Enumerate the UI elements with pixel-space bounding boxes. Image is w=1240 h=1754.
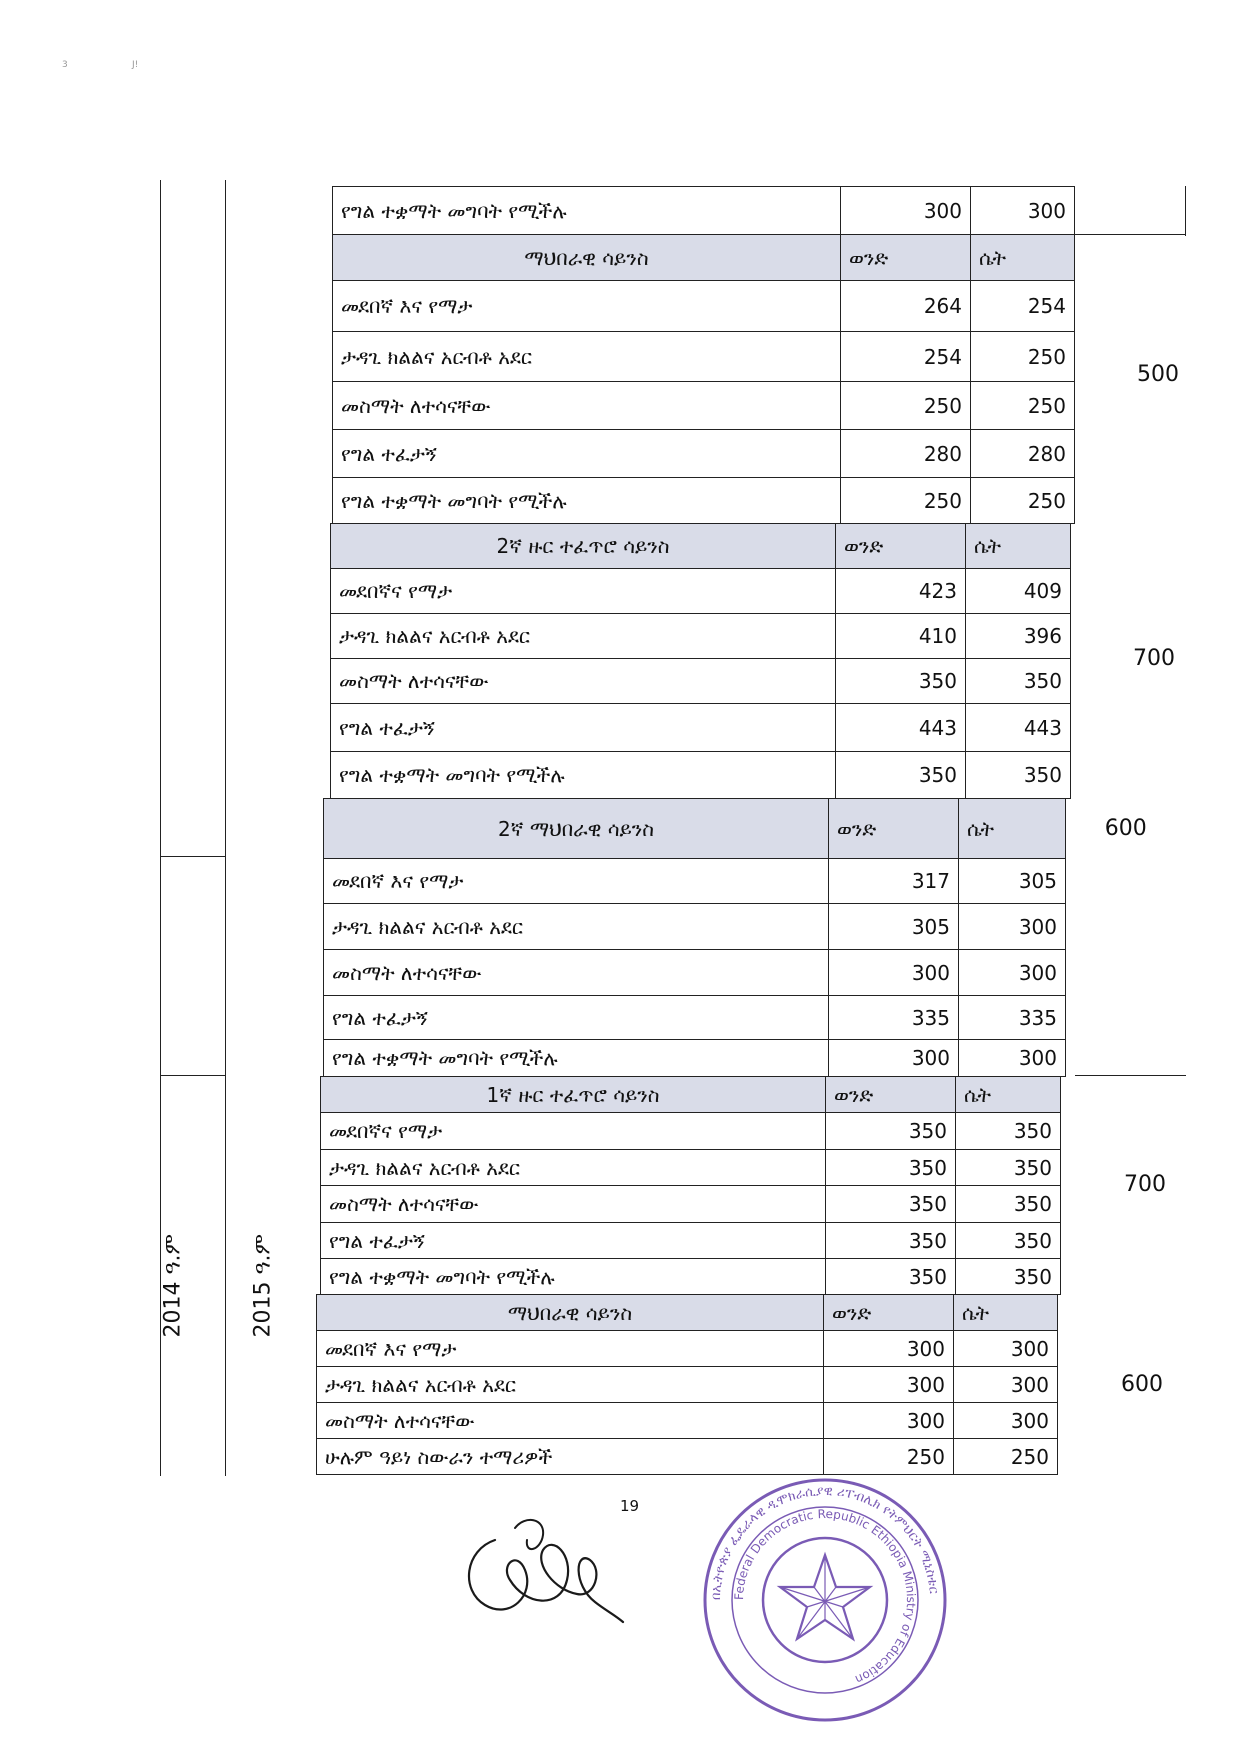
table-header-row: [321, 1077, 1061, 1113]
male-count: 300: [829, 950, 959, 996]
male-count: 254: [841, 332, 971, 382]
male-count: 410: [836, 614, 966, 659]
year-band-divider: [160, 1075, 225, 1076]
social-science-table: [332, 234, 1075, 524]
table-row: [333, 478, 1075, 524]
male-count: 305: [829, 904, 959, 950]
category-label: ሁሉም ዓይነ ስውራን ተማሪዎች: [317, 1439, 824, 1475]
male-count: 300: [824, 1331, 954, 1367]
table-row: [324, 904, 1066, 950]
year-column-divider: [225, 180, 226, 1476]
outer-border-right: [1185, 186, 1186, 236]
category-label: መስማት ለተሳናቸው: [333, 382, 841, 430]
female-count: 305: [959, 859, 1066, 904]
table-row: [321, 1113, 1061, 1150]
table-row: [333, 281, 1075, 332]
ministry-stamp: [700, 1475, 950, 1725]
category-label: መደበኛ እና የማታ: [324, 859, 829, 904]
page-number: 19: [620, 1497, 640, 1515]
natural-science-round1-table: [320, 1076, 1061, 1295]
table-row: [333, 187, 1075, 235]
category-label: ታዳጊ ክልልና አርብቶ አደር: [331, 614, 836, 659]
female-count: 350: [956, 1113, 1061, 1150]
female-column-header: ሴት: [956, 1077, 1061, 1113]
male-count: 350: [826, 1150, 956, 1186]
total-value: 700: [1124, 1172, 1166, 1197]
table-row: [331, 659, 1071, 704]
data-table: [323, 858, 1066, 1077]
table-row: [321, 1223, 1061, 1259]
male-count: 350: [826, 1259, 956, 1295]
male-count: 250: [824, 1439, 954, 1475]
female-count: 300: [954, 1331, 1058, 1367]
male-count: 300: [824, 1403, 954, 1439]
male-column-header: ወንድ: [836, 524, 966, 569]
female-count: 300: [959, 904, 1066, 950]
female-count: 300: [959, 1040, 1066, 1077]
table-row: [321, 1150, 1061, 1186]
male-count: 317: [829, 859, 959, 904]
table-header-row: [333, 235, 1075, 281]
category-label: የግል ተፈታኝ: [331, 704, 836, 752]
table-row: [321, 1186, 1061, 1223]
table-row: [324, 859, 1066, 904]
table-row: [317, 1367, 1058, 1403]
male-count: 350: [826, 1113, 956, 1150]
table-row: [331, 569, 1071, 614]
female-count: 335: [959, 996, 1066, 1040]
table-row: [331, 704, 1071, 752]
female-count: 350: [956, 1150, 1061, 1186]
section-title: 2ኛ ዙር ተፈጥሮ ሳይንስ: [331, 524, 836, 569]
year-band-divider: [160, 856, 225, 857]
female-count: 350: [956, 1223, 1061, 1259]
female-count: 250: [971, 332, 1075, 382]
male-count: 264: [841, 281, 971, 332]
female-count: 443: [966, 704, 1071, 752]
category-label: የግል ተፈታኝ: [321, 1223, 826, 1259]
male-count: 423: [836, 569, 966, 614]
female-count: 350: [966, 659, 1071, 704]
table-row: [324, 996, 1066, 1040]
table-row: [333, 332, 1075, 382]
female-column-header: ሴት: [954, 1295, 1058, 1331]
table-row: [333, 430, 1075, 478]
category-label: መስማት ለተሳናቸው: [331, 659, 836, 704]
category-label: የግል ተቋማት መግባት የሚችሉ: [331, 752, 836, 799]
table-row: [321, 1259, 1061, 1295]
category-label: መደበኛ እና የማታ: [333, 281, 841, 332]
total-value: 600: [1066, 799, 1186, 859]
female-count: 396: [966, 614, 1071, 659]
female-count: 350: [966, 752, 1071, 799]
stamp-amharic-text: በኢትዮጵያ ፌዴራላዊ ዲሞክራሲያዊ ሪፐብሊክ የትምህርት ሚኒስቴር: [708, 1483, 941, 1601]
category-label: የግል ተቋማት መግባት የሚችሉ: [333, 478, 841, 524]
category-label: የግል ተቋማት መግባት የሚችሉ: [321, 1259, 826, 1295]
male-column-header: ወንድ: [826, 1077, 956, 1113]
category-label: የግል ተቋማት መግባት የሚችሉ: [333, 187, 841, 235]
scan-mark: 3: [62, 60, 68, 70]
table-header-row: [324, 799, 1186, 859]
male-count: 350: [826, 1223, 956, 1259]
total-divider: [1075, 234, 1186, 235]
table-row: [324, 1040, 1066, 1077]
stamp-english-text: Federal Democratic Republic Ethiopia Ministry of Education: [731, 1506, 919, 1687]
category-label: ታዳጊ ክልልና አርብቶ አደር: [317, 1367, 824, 1403]
data-table: [332, 186, 1075, 235]
table-header-row: [331, 524, 1071, 569]
category-label: ታዳጊ ክልልና አርብቶ አደር: [333, 332, 841, 382]
social-science-table: [316, 1294, 1058, 1475]
male-count: 443: [836, 704, 966, 752]
female-count: 250: [971, 478, 1075, 524]
female-count: 409: [966, 569, 1071, 614]
table-row: [317, 1439, 1058, 1475]
category-label: የግል ተፈታኝ: [324, 996, 829, 1040]
male-column-header: ወንድ: [824, 1295, 954, 1331]
male-count: 350: [836, 752, 966, 799]
category-label: ታዳጊ ክልልና አርብቶ አደር: [324, 904, 829, 950]
category-label: መስማት ለተሳናቸው: [324, 950, 829, 996]
table-row: [333, 382, 1075, 430]
year-label-2014: 2014 ዓ.ም: [160, 1233, 186, 1338]
female-count: 280: [971, 430, 1075, 478]
male-count: 350: [826, 1186, 956, 1223]
category-label: መደበኛ እና የማታ: [317, 1331, 824, 1367]
section-title: 2ኛ ማህበራዊ ሳይንስ: [324, 799, 829, 859]
table-row: [317, 1331, 1058, 1367]
female-count: 300: [954, 1403, 1058, 1439]
male-count: 280: [841, 430, 971, 478]
table-row: [324, 950, 1066, 996]
male-count: 300: [824, 1367, 954, 1403]
category-label: ታዳጊ ክልልና አርብቶ አደር: [321, 1150, 826, 1186]
male-count: 300: [841, 187, 971, 235]
female-count: 250: [954, 1439, 1058, 1475]
section-title: ማህበራዊ ሳይንስ: [333, 235, 841, 281]
scan-mark: J!: [132, 60, 139, 70]
male-column-header: ወንድ: [841, 235, 971, 281]
total-value: 600: [1121, 1372, 1163, 1397]
category-label: የግል ተፈታኝ: [333, 430, 841, 478]
total-value: 500: [1137, 362, 1179, 387]
table-row: [331, 614, 1071, 659]
female-count: 350: [956, 1186, 1061, 1223]
female-count: 300: [954, 1367, 1058, 1403]
male-count: 250: [841, 382, 971, 430]
male-count: 350: [836, 659, 966, 704]
total-value: 700: [1133, 646, 1175, 671]
male-count: 300: [829, 1040, 959, 1077]
female-count: 300: [959, 950, 1066, 996]
section-title: ማህበራዊ ሳይንስ: [317, 1295, 824, 1331]
table-row: [331, 752, 1071, 799]
category-label: መስማት ለተሳናቸው: [321, 1186, 826, 1223]
signature: [455, 1510, 635, 1635]
year-label-2015: 2015 ዓ.ም: [250, 1233, 276, 1338]
total-divider: [1075, 1075, 1186, 1076]
female-count: 350: [956, 1259, 1061, 1295]
male-column-header: ወንድ: [829, 799, 959, 859]
male-count: 335: [829, 996, 959, 1040]
table-row: [317, 1403, 1058, 1439]
male-count: 250: [841, 478, 971, 524]
category-label: የግል ተቋማት መግባት የሚችሉ: [324, 1040, 829, 1077]
female-count: 300: [971, 187, 1075, 235]
female-column-header: ሴት: [966, 524, 1071, 569]
section-title: 1ኛ ዙር ተፈጥሮ ሳይንስ: [321, 1077, 826, 1113]
female-column-header: ሴት: [959, 799, 1066, 859]
female-column-header: ሴት: [971, 235, 1075, 281]
social-science-round2-table: [323, 798, 1186, 859]
table-header-row: [317, 1295, 1058, 1331]
category-label: መደበኛና የማታ: [321, 1113, 826, 1150]
category-label: መደበኛና የማታ: [331, 569, 836, 614]
female-count: 254: [971, 281, 1075, 332]
category-label: መስማት ለተሳናቸው: [317, 1403, 824, 1439]
female-count: 250: [971, 382, 1075, 430]
natural-science-round2-table: [330, 523, 1071, 799]
